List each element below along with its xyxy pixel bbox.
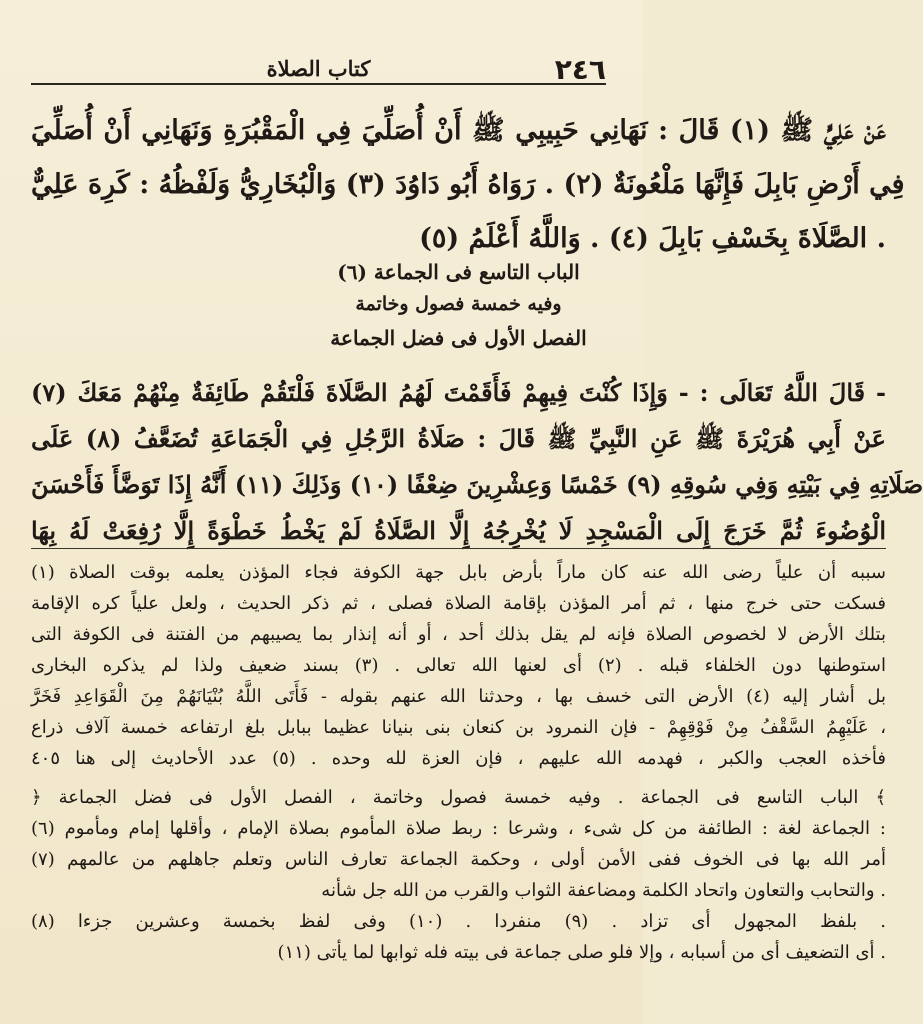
notes-gap (31, 774, 886, 782)
running-title: كتاب الصلاة (266, 56, 371, 81)
footnote-line: (٦) الجماعة لغة : الطائفة من كل شىء ، وشرعا : ربط صلاة المأموم بصلاة الإمام ، وأقلها إمام ومأموم : (31, 818, 886, 839)
footnote-line: فأخذه العجب والكبر ، فهدمه الله عليهم ، فإن العزة لله وحده . (٥) عدد الأحاديث إلى هنا ٤٠٥ (31, 748, 887, 769)
main-line: قَالَ اللَّهُ تَعَالَى : - وَإِذَا كُنْتَ فِيهِمْ فَأَقَمْتَ لَهُمُ الصَّلَاةَ فَلْتَقُمْ طَائِفَةٌ مِنْهُمْ مَعَكَ (٧) - (31, 378, 886, 407)
hadith-line: فِي أَرْضِ بَابِلَ فَإِنَّهَا مَلْعُونَةٌ (٢) . رَوَاهُ أَبُو دَاوُدَ (٣) وَالْبُخَارِيُّ وَلَفْظُهُ : كَرِهَ عَلِيٌّ (31, 169, 905, 200)
footnote-line: (١١) أى التضعيف أى من أسبابه ، وإلا فلو صلى جماعة فى بيته فله ثوابها لما يأتى . (277, 942, 886, 963)
hadith-passage (31, 104, 905, 266)
footnote-line: (٨) بلفظ المجهول أى تزاد . (٩) منفردا . (١٠) وفى لفظ بخمسة وعشرين جزءا . (31, 911, 887, 932)
hadith-line: الصَّلَاةَ بِخَسْفِ بَابِلَ (٤) . وَاللَّهُ أَعْلَمُ (٥) . (419, 223, 886, 254)
footnote-line: (٧) أمر الله بها فى الخوف ففى الأمن أولى ، وحكمة الجماعة تعارف الناس وتعلم جاهلهم من عالمهم (31, 849, 887, 870)
footnote-line: بتلك الأرض لا لخصوص الصلاة فإنه لم يقل بذلك أحد ، أو أنه إنذار بما يصيبهم من الفتنة فى الكوفة التى (31, 624, 886, 645)
hadith-line: عَنْ عَلِيٍّ ﷺ (١) قَالَ : نَهَانِي حَبِيبِي ﷺ أَنْ أُصَلِّيَ فِي الْمَقْبُرَةِ وَنَهَانِي أَنْ أُصَلِّيَ (31, 115, 886, 146)
footnote-line: والتحابب والتعاون واتحاد الكلمة ومضاعفة الثواب والقرب من الله جل شأنه . (321, 880, 886, 901)
footnote-line: (١) سببه أن علياً رضى الله عنه كان ماراً بأرض بابل جهة الكوفة فجاء المؤذن يعلمه بوقت الصلاة (31, 562, 887, 583)
footnote-line: ﴿ الباب التاسع فى الجماعة . وفيه خمسة فصول وخاتمة ، الفصل الأول فى فضل الجماعة ﴾ (31, 787, 886, 808)
main-line: صَلَاتِهِ فِي بَيْتِهِ وَفِي سُوقِهِ (٩) خَمْسًا وَعِشْرِينَ ضِعْفًا (١٠) وَذَلِكَ (١١) أَنَّهُ إِذَا تَوَضَّأَ فَأَحْسَنَ (31, 470, 923, 499)
section-title: الفصل الأول فى فضل الجماعة (330, 326, 587, 350)
chapter-title: الباب التاسع فى الجماعة (٦) (337, 260, 580, 284)
footnote-rule (31, 548, 886, 549)
main-passage (31, 370, 923, 554)
footnote-line: بل أشار إليه (٤) الأرض التى خسف بها ، وحدثنا الله عنهم بقوله - فَأَتَى اللَّهُ بُنْيَانَهُمْ مِنَ الْقَوَاعِدِ فَخَرَّ (31, 686, 887, 707)
page-number: ٢٤٦ (554, 53, 606, 86)
footnote-line: استوطنها دون الخلفاء قبله . (٢) أى لعنها الله تعالى . (٣) بسند ضعيف ولذا لم يذكره البخارى (31, 655, 886, 676)
header-rule (31, 83, 606, 85)
footnote-line: فسكت حتى خرج منها ، ثم أمر المؤذن بإقامة الصلاة فصلى ، ثم ذكر الحديث ، ولعل علياً كره الإقامة (31, 593, 886, 614)
footnotes (31, 557, 886, 968)
footnote-line: عَلَيْهِمُ السَّقْفُ مِنْ فَوْقِهِمْ - فإن النمرود بن كنعان بنى بنيانا عظيما ببابل بلغ ارتفاعه خمسة آلاف ذراع ، (31, 717, 887, 738)
page-header (31, 0, 606, 86)
main-line: عَنْ أَبِي هُرَيْرَةَ ﷺ عَنِ النَّبِيِّ ﷺ قَالَ : صَلَاةُ الرَّجُلِ فِي الْجَمَاعَةِ تُضَعَّفُ (٨) عَلَى (31, 424, 886, 453)
main-line: الْوُضُوءَ ثُمَّ خَرَجَ إِلَى الْمَسْجِدِ لَا يُخْرِجُهُ إِلَّا الصَّلَاةُ لَمْ يَخْطُ خَطْوَةً إِلَّا رُفِعَتْ لَهُ بِهَا (31, 516, 886, 545)
chapter-subtitle: وفيه خمسة فصول وخاتمة (355, 293, 562, 315)
